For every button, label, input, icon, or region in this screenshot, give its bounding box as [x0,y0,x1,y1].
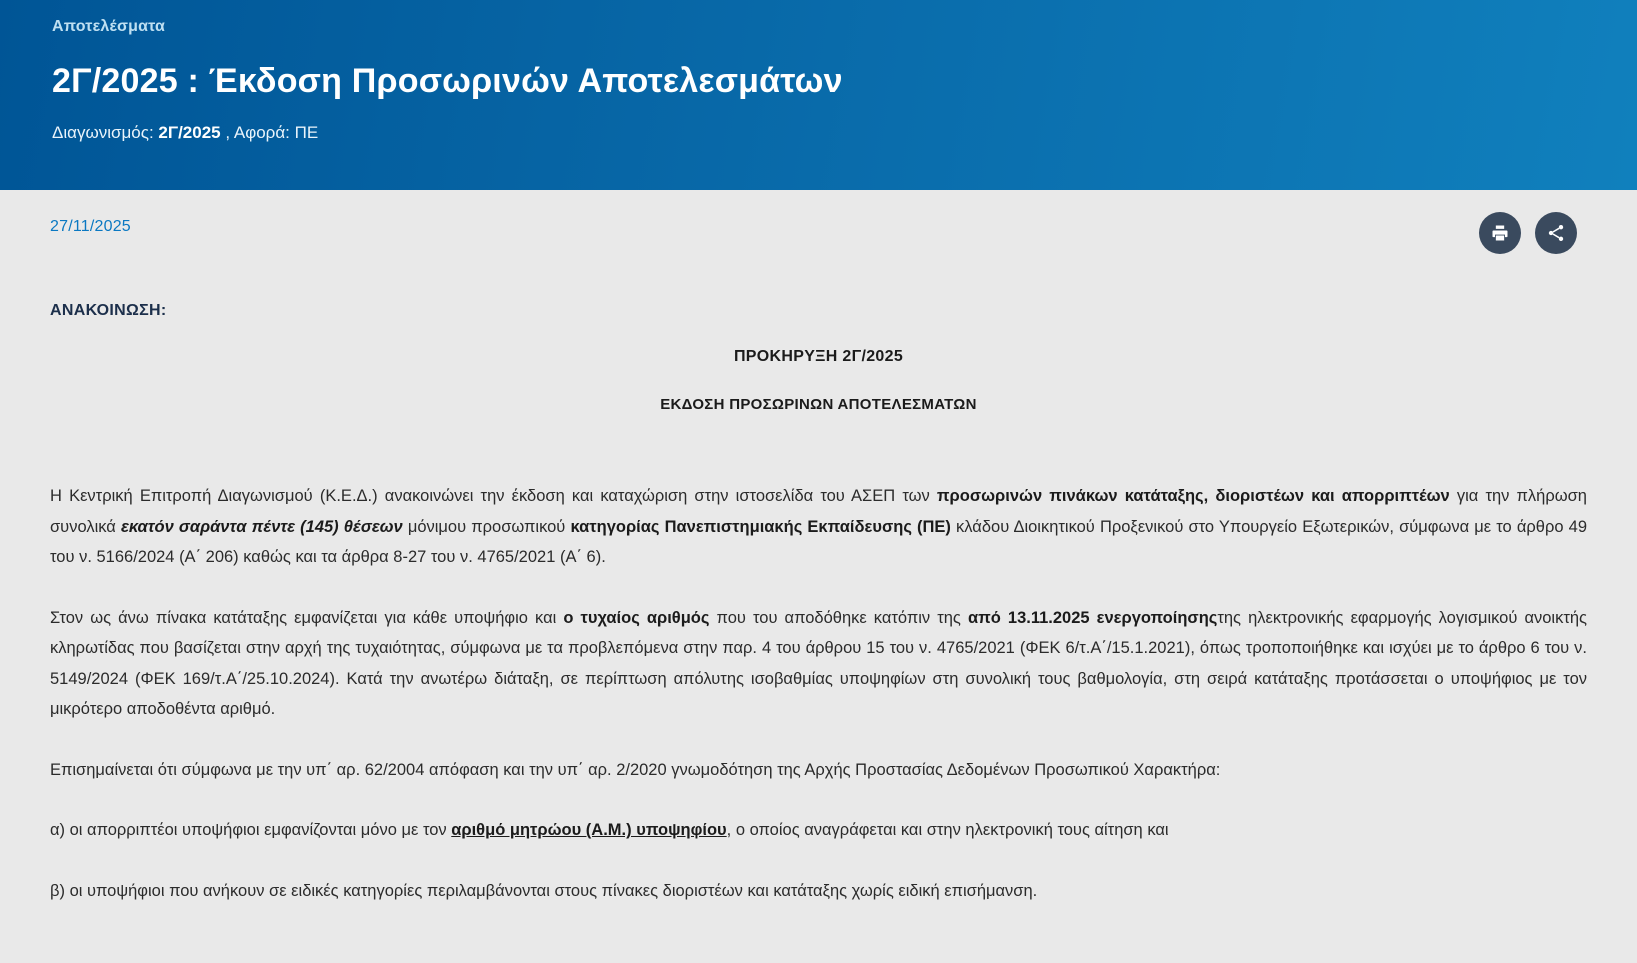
paragraph-2-bold-b: από 13.11.2025 ενεργοποίησης [967,608,1218,627]
article-body [0,190,1637,963]
breadcrumb-category: Αποτελέσματα [52,18,166,35]
publication-date: 27/11/2025 [50,218,131,235]
competition-category: , Αφορά: ΠΕ [220,123,319,143]
paragraph-1-text-a: Η Κεντρική Επιτροπή Διαγωνισμού (Κ.Ε.Δ.) ανακοινώνει την έκδοση και καταχώριση στην ιστοσελίδα του ΑΣΕΠ των [50,487,937,505]
share-button[interactable] [1535,212,1577,254]
paragraph-4-text-a: α) οι απορριπτέοι υποψήφιοι εμφανίζονται μόνο με τον [50,821,452,840]
page-title: 2Γ/2025 : Έκδοση Προσωρινών Αποτελεσμάτων [52,62,843,100]
article-meta-row [50,190,1587,254]
share-icon [1546,223,1566,243]
competition-code: 2Γ/2025 [158,123,221,143]
paragraph-1-text-c: μόνιμου προσωπικού [402,517,571,536]
paragraph-4-text-b: , ο οποίος αναγράφεται και στην ηλεκτρονική τους αίτηση και [726,821,1169,840]
page-header-banner [0,0,1637,190]
paragraph-2-text-c: της ηλεκτρονικής εφαρμογής λογισμικού ανοικτής κληρωτίδας που βασίζεται στην αρχή της τυχαιότητας, σύμφωνα με τα προβλεπόμενα στην παρ. 4 του άρθρου 15 του ν. 4765/2021 (ΦΕΚ 6/τ.Α΄/15.1.2021), όπως τροποποιήθηκε και ισχύει με το άρθρο 6 του ν. 5149/2024 (ΦΕΚ 169/τ.Α΄/25.10.2024). Κατά την ανωτέρω διάταξη, σε περίπτωση απόλυτης ισοβαθμίας υποψηφίων στη συνολική τους βαθμολογία, στη σειρά κατάταξης προτάσσεται ο υποψήφιος με τον μικρότερο αποδοθέντα αριθμό. [50,608,1587,719]
document-title: ΠΡΟΚΗΡΥΞΗ 2Γ/2025 [733,348,904,365]
paragraph-2-text-b: που του αποδόθηκε κατόπιν της [709,608,968,627]
document-subtitle: ΕΚΔΟΣΗ ΠΡΟΣΩΡΙΝΩΝ ΑΠΟΤΕΛΕΣΜΑΤΩΝ [660,396,977,413]
paragraph-2-bold-a: ο τυχαίος αριθμός [563,608,710,627]
paragraph-2 [50,603,1587,725]
paragraph-1-text-d: κλάδου Διοικητικού Προξενικού στο Υπουργείο Εξωτερικών, σύμφωνα με το άρθρο 49 του ν. 5166/2024 (Α΄ 206) καθώς και τα άρθρα 8-27 του ν. 4765/2021 (Α΄ 6). [50,517,1587,567]
paragraph-1-bold-a: προσωρινών πινάκων κατάταξης, διοριστέων και απορριπτέων [936,487,1450,505]
article-actions [1479,212,1587,254]
paragraph-1 [50,481,1587,573]
paragraph-4 [50,815,1587,846]
paragraph-1-bold-c: κατηγορίας Πανεπιστημιακής Εκπαίδευσης (ΠΕ) [570,517,951,536]
paragraph-1-bold-b: εκατόν σαράντα πέντε (145) θέσεων [120,517,403,536]
paragraph-4-underlined: αριθμό μητρώου (Α.Μ.) υποψηφίου [451,821,727,840]
printer-icon [1490,223,1510,243]
paragraph-1-text-b: για την πλήρωση συνολικά [50,487,1587,536]
announcement-label: ΑΝΑΚΟΙΝΩΣΗ: [50,302,167,319]
paragraph-2-text-a: Στον ως άνω πίνακα κατάταξης εμφανίζεται για κάθε υποψήφιο και [50,608,564,627]
paragraph-5: β) οι υποψήφιοι που ανήκουν σε ειδικές κατηγορίες περιλαμβάνονται στους πίνακες διοριστέων και κατάταξης χωρίς ειδική επισήμανση. [50,881,1038,900]
print-button[interactable] [1479,212,1521,254]
competition-subtitle [52,123,1587,143]
paragraph-3: Επισημαίνεται ότι σύμφωνα με την υπ΄ αρ. 62/2004 απόφαση και την υπ΄ αρ. 2/2020 γνωμοδότηση της Αρχής Προστασίας Δεδομένων Προσωπικού Χαρακτήρα: [50,760,1221,779]
competition-label: Διαγωνισμός: [52,123,159,143]
